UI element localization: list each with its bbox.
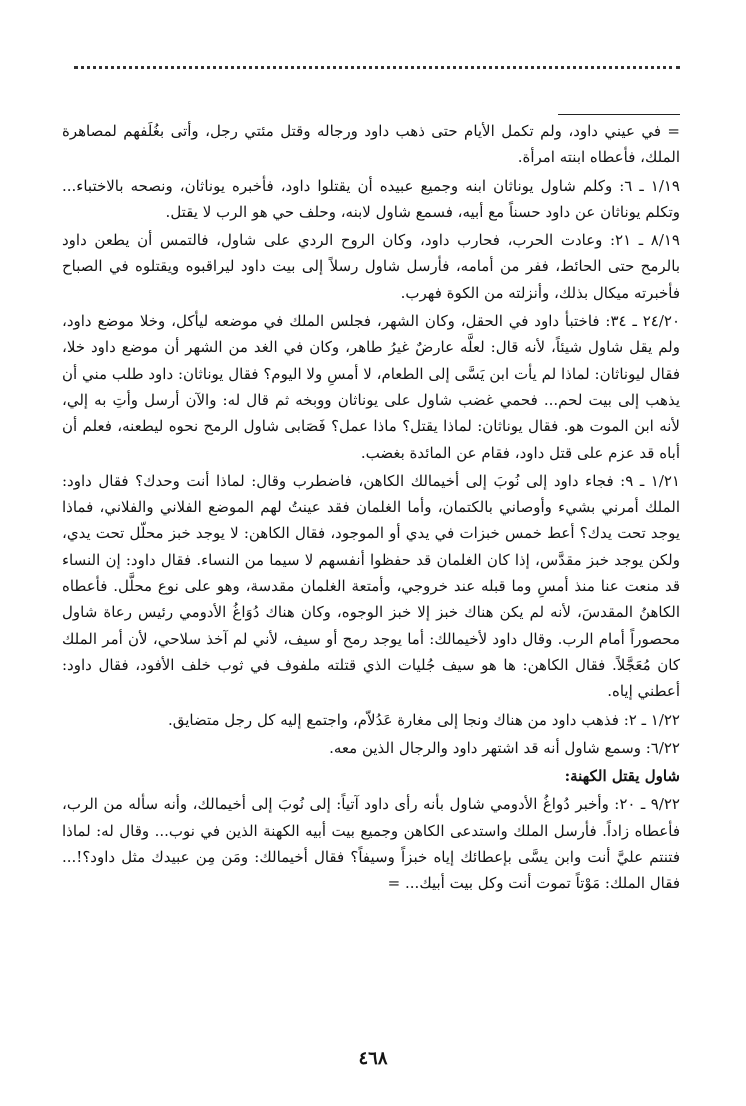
paragraph: ٨/١٩ ـ ٢١: وعادت الحرب، فحارب داود، وكان الروح الردي على شاول، فالتمس أن يطعن داود بالرمح حتى الحائط، ففر من أمامه، فأرسل شاول رسلاً إلى بيت داود ليراقبوه ويقتلوه في الصباح فأخبرته ميكال بذلك، وأنزلته من الكوة فهرب.	[62, 231, 680, 302]
page-number: ٤٦٨	[358, 1048, 388, 1069]
paragraph: ١/٢٢ ـ ٢: فذهب داود من هناك ونجا إلى مغارة عَدُلاّم، واجتمع إليه كل رجل متضايق.	[167, 710, 680, 729]
paragraph: ٦/٢٢: وسمع شاول أنه قد اشتهر داود والرجال الذين معه.	[329, 738, 680, 757]
paragraph: ١/١٩ ـ ٦: وكلم شاول يوناثان ابنه وجميع عبيده أن يقتلوا داود، فأخبره يوناثان، ونصحه بالاختباء... وتكلم يوناثان عن داود حسناً مع أبيه، فسمع شاول لابنه، وحلف حي هو الرب لا يقتل.	[62, 176, 680, 221]
page-body	[62, 118, 680, 897]
section-heading: شاول يقتل الكهنة:	[564, 767, 680, 786]
paragraph: ١/٢١ ـ ٩: فجاء داود إلى نُوبَ إلى أخيمالك الكاهن، فاضطرب وقال: لماذا أنت وحدك؟ فقال داود: الملك أمرني بشيء وأوصاني بالكتمان، وأما الغلمان فقد عينتُ لهم الموضع الفلاني والفلاني، فماذا يوجد تحت يدك؟ أعط خمس خبزات في يدي أو الموجود، فقال الكاهن: لا يوجد خبز محلّل تحت يدي، ولكن يوجد خبز مقدَّس، إذا كان الغلمان قد حفظوا أنفسهم لا سيما من النساء. فقال داود: إن النساء قد منعت عنا منذ أمسِ وما قبله عند خروجي، وأمتعة الغلمان مقدسة، وهو على نوع محلَّل. فأعطاه الكاهنُ المقدسَ، لأنه لم يكن هناك خبز إلا خبز الوجوه، وكان هناك دُوَاغُ الأدومي رئيس رعاة شاول محصوراً أمام الرب. وقال داود لأخيمالك: أما يوجد رمح أو سيف، لأني لم آخذ سلاحي، لأن أمر الملك كان مُعَجَّلاً. فقال الكاهن: ها هو سيف جُليات الذي قتلته ملفوف في ثوب خلف الأفود، فقال داود: أعطني إياه.	[62, 471, 680, 701]
footnote-rule	[558, 114, 680, 115]
paragraph: ٩/٢٢ ـ ٢٠: وأخبر دُواغُ الأدومي شاول بأنه رأى داود آتياً: إلى نُوبَ إلى أخيمالك، وأنه سأله من الرب، فأعطاه زاداً. فأرسل الملك واستدعى الكاهن وجميع بيت أبيه الكهنة الذين في نوب... وقال له: لماذا فتنتم عليَّ أنت وابن يسَّى بإعطائك إياه خبزاً وسيفاً؟ فقال أخيمالك: ومَن مِن عبيدك مثل داود؟!... فقال الملك: مَوْتاً تموت أنت وكل بيت أبيك... =	[62, 795, 680, 893]
dotted-separator	[74, 66, 680, 69]
paragraph: = في عيني داود، ولم تكمل الأيام حتى ذهب داود ورجاله وقتل مئتي رجل، وأتى بغُلَفهم لمصاهرة الملك، فأعطاه ابنته امرأة.	[62, 122, 680, 167]
paragraph: ٢٤/٢٠ ـ ٣٤: فاختبأ داود في الحقل، وكان الشهر، فجلس الملك في موضعه ليأكل، وخلا موضع داود، ولم يقل شاول شيئاً، لأنه قال: لعلَّه عارضٌ غيرُ طاهر، وكان في الغد من الشهر أن موضع داود خلا، فقال ليوناثان: لماذا لم يأت ابن يَسَّى إلى الطعام، لا أمسِ ولا اليوم؟ فقال يوناثان: داود طلب مني أن يذهب إلى بيت لحم... فحمي غضب شاول على يوناثان ووبخه ثم قال له: والآن أرسل وأتِ به إلي، لأنه ابن الموت هو. فقال يوناثان: لماذا يقتل؟ ماذا عمل؟ فَصَابى شاول الرمح نحوه ليطعنه، فعلم أن أباه قد عزم على قتل داود، فقام عن المائدة بغضب.	[62, 312, 680, 462]
